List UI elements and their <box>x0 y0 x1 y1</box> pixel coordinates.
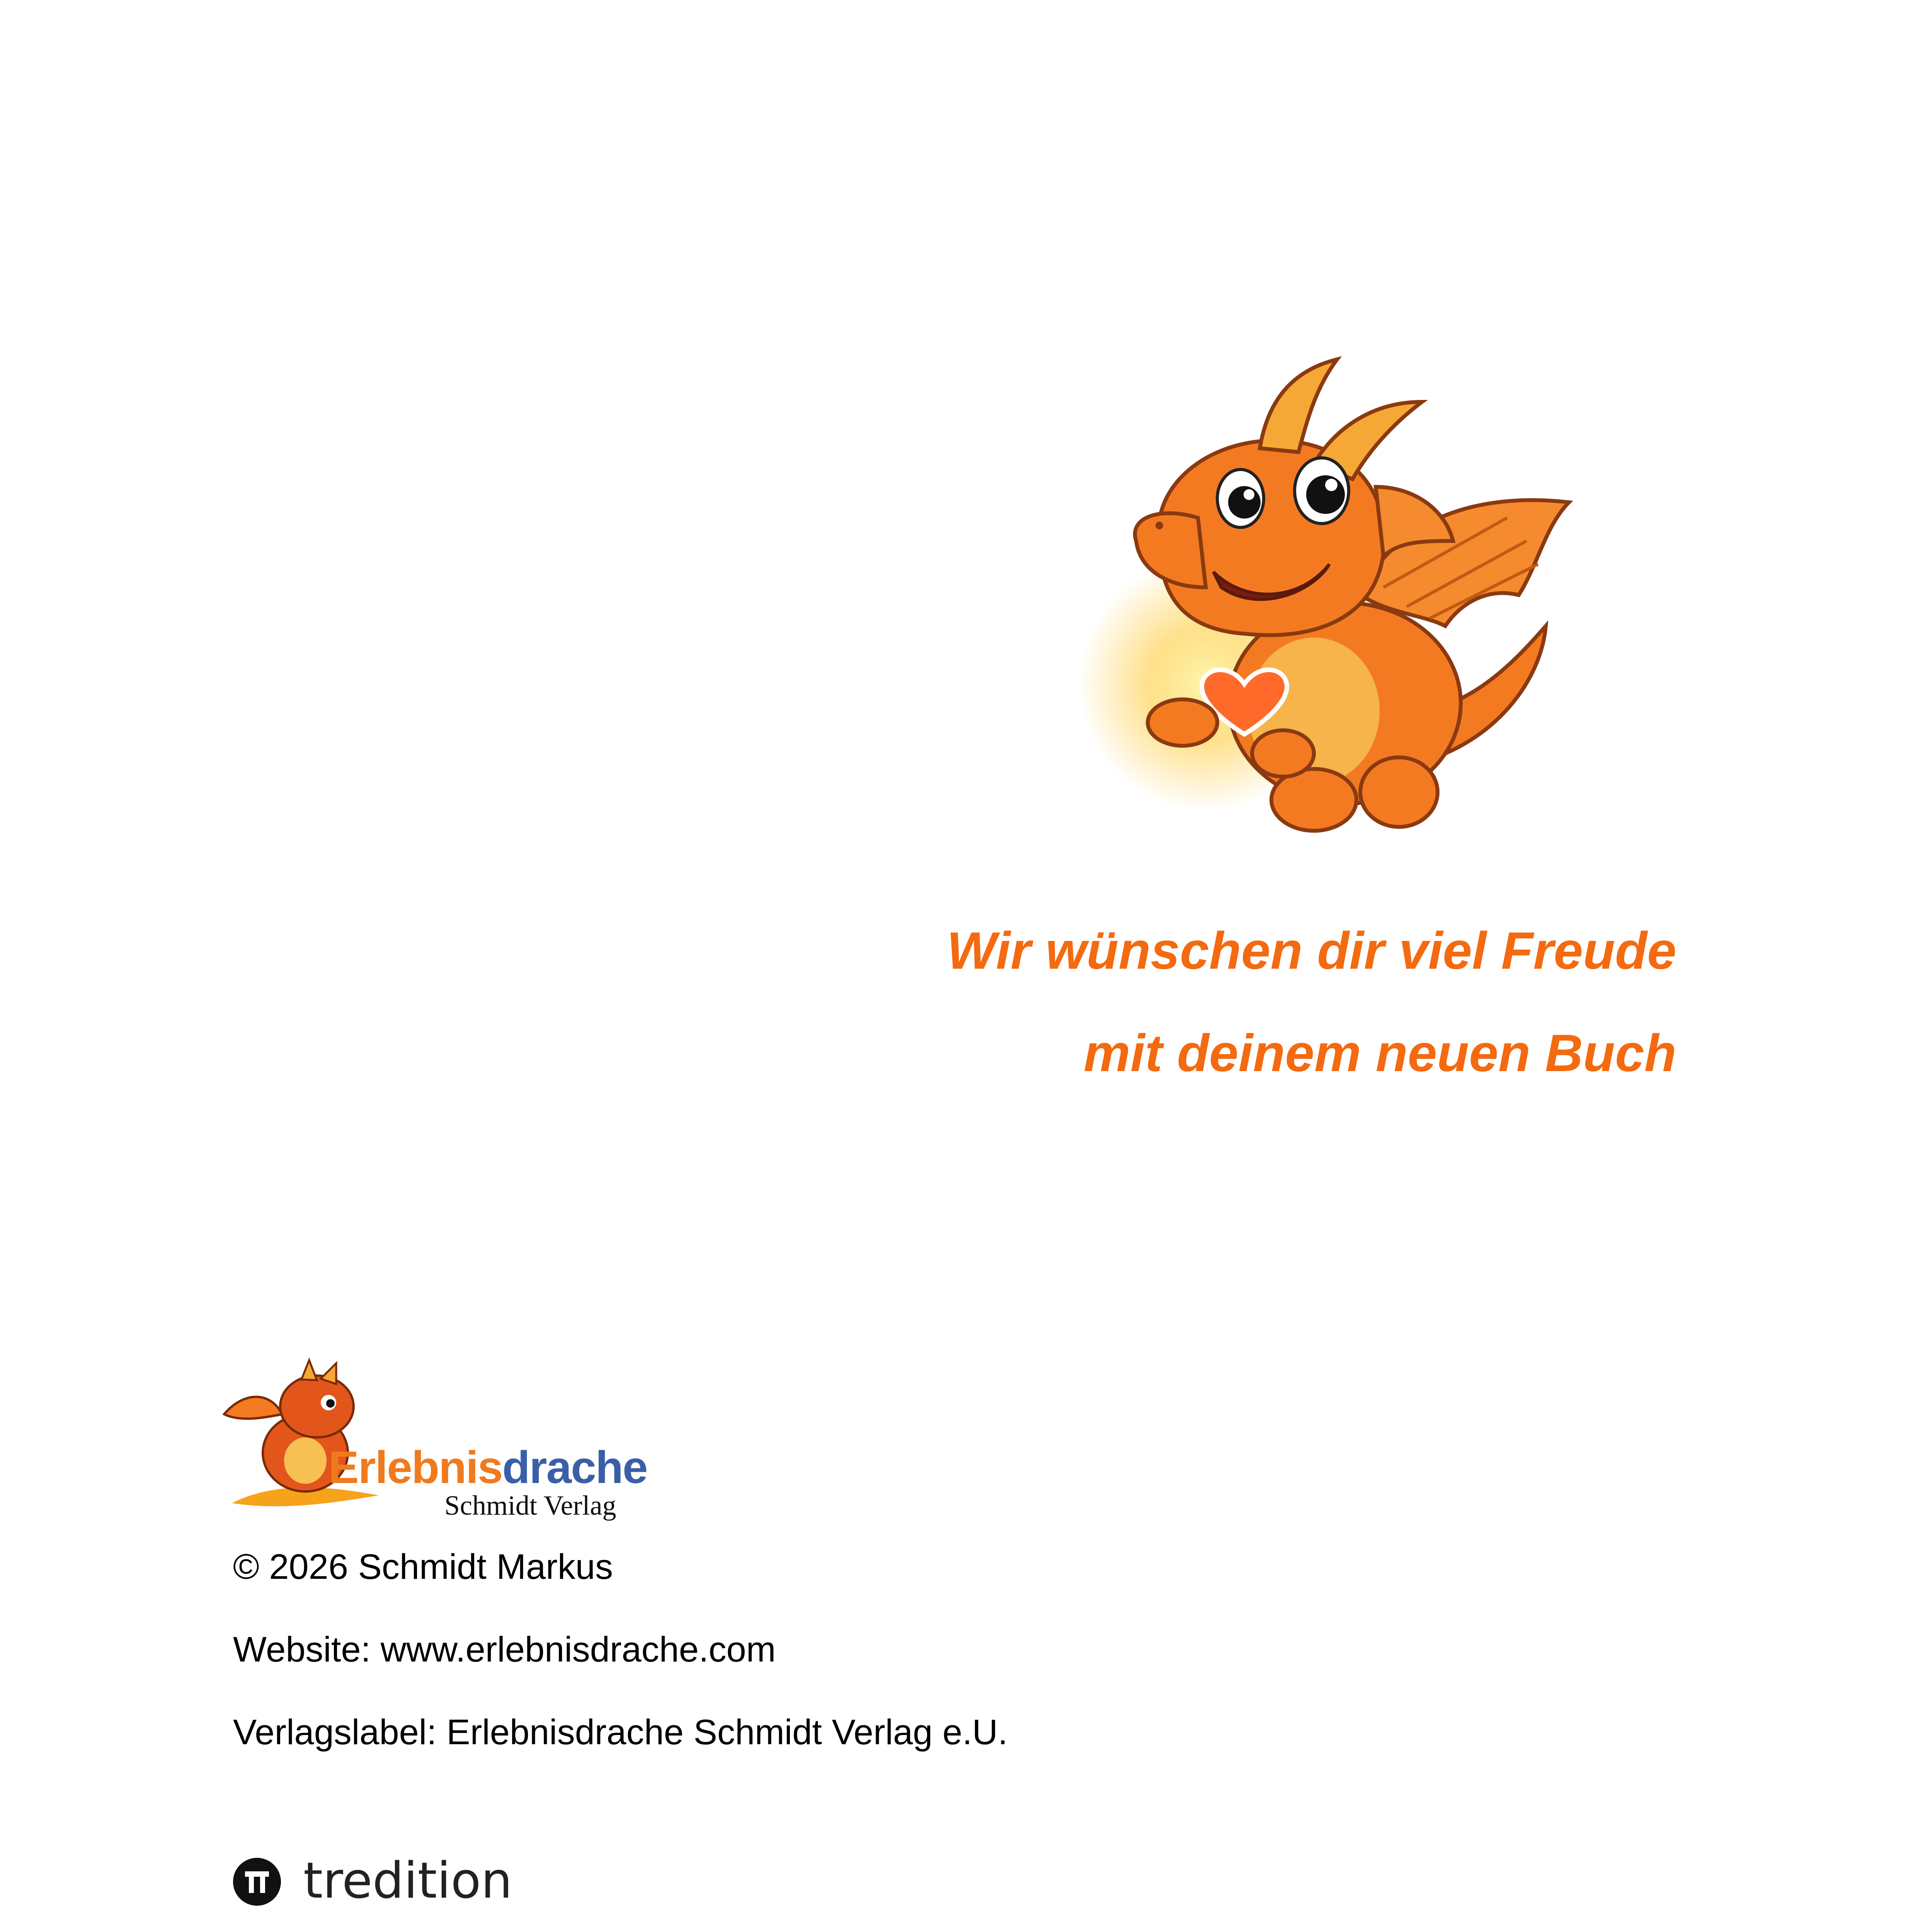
publisher-logo <box>216 1356 647 1522</box>
copyright-line: © 2026 Schmidt Markus <box>233 1547 613 1587</box>
logo-wordmark <box>328 1441 647 1494</box>
logo-word-part2: drache <box>502 1442 647 1493</box>
website-line: Website: www.erlebnisdrache.com <box>233 1630 776 1669</box>
tredition-wordmark: tredition <box>303 1852 512 1910</box>
greeting-line-1: Wir wünschen dir viel Freude <box>946 921 1676 980</box>
logo-word-part1: Erlebnis <box>328 1442 502 1493</box>
label-line: Verlagslabel: Erlebnisdrache Schmidt Verlag e.U. <box>233 1713 1008 1752</box>
tredition-logo-icon <box>232 1857 282 1907</box>
tredition-logo <box>232 1851 541 1913</box>
greeting-line-2: mit deinem neuen Buch <box>1084 1024 1676 1082</box>
dragon-logo-icon <box>216 1356 379 1522</box>
logo-subtitle: Schmidt Verlag <box>444 1490 616 1521</box>
dragon-illustration <box>1043 325 1608 866</box>
